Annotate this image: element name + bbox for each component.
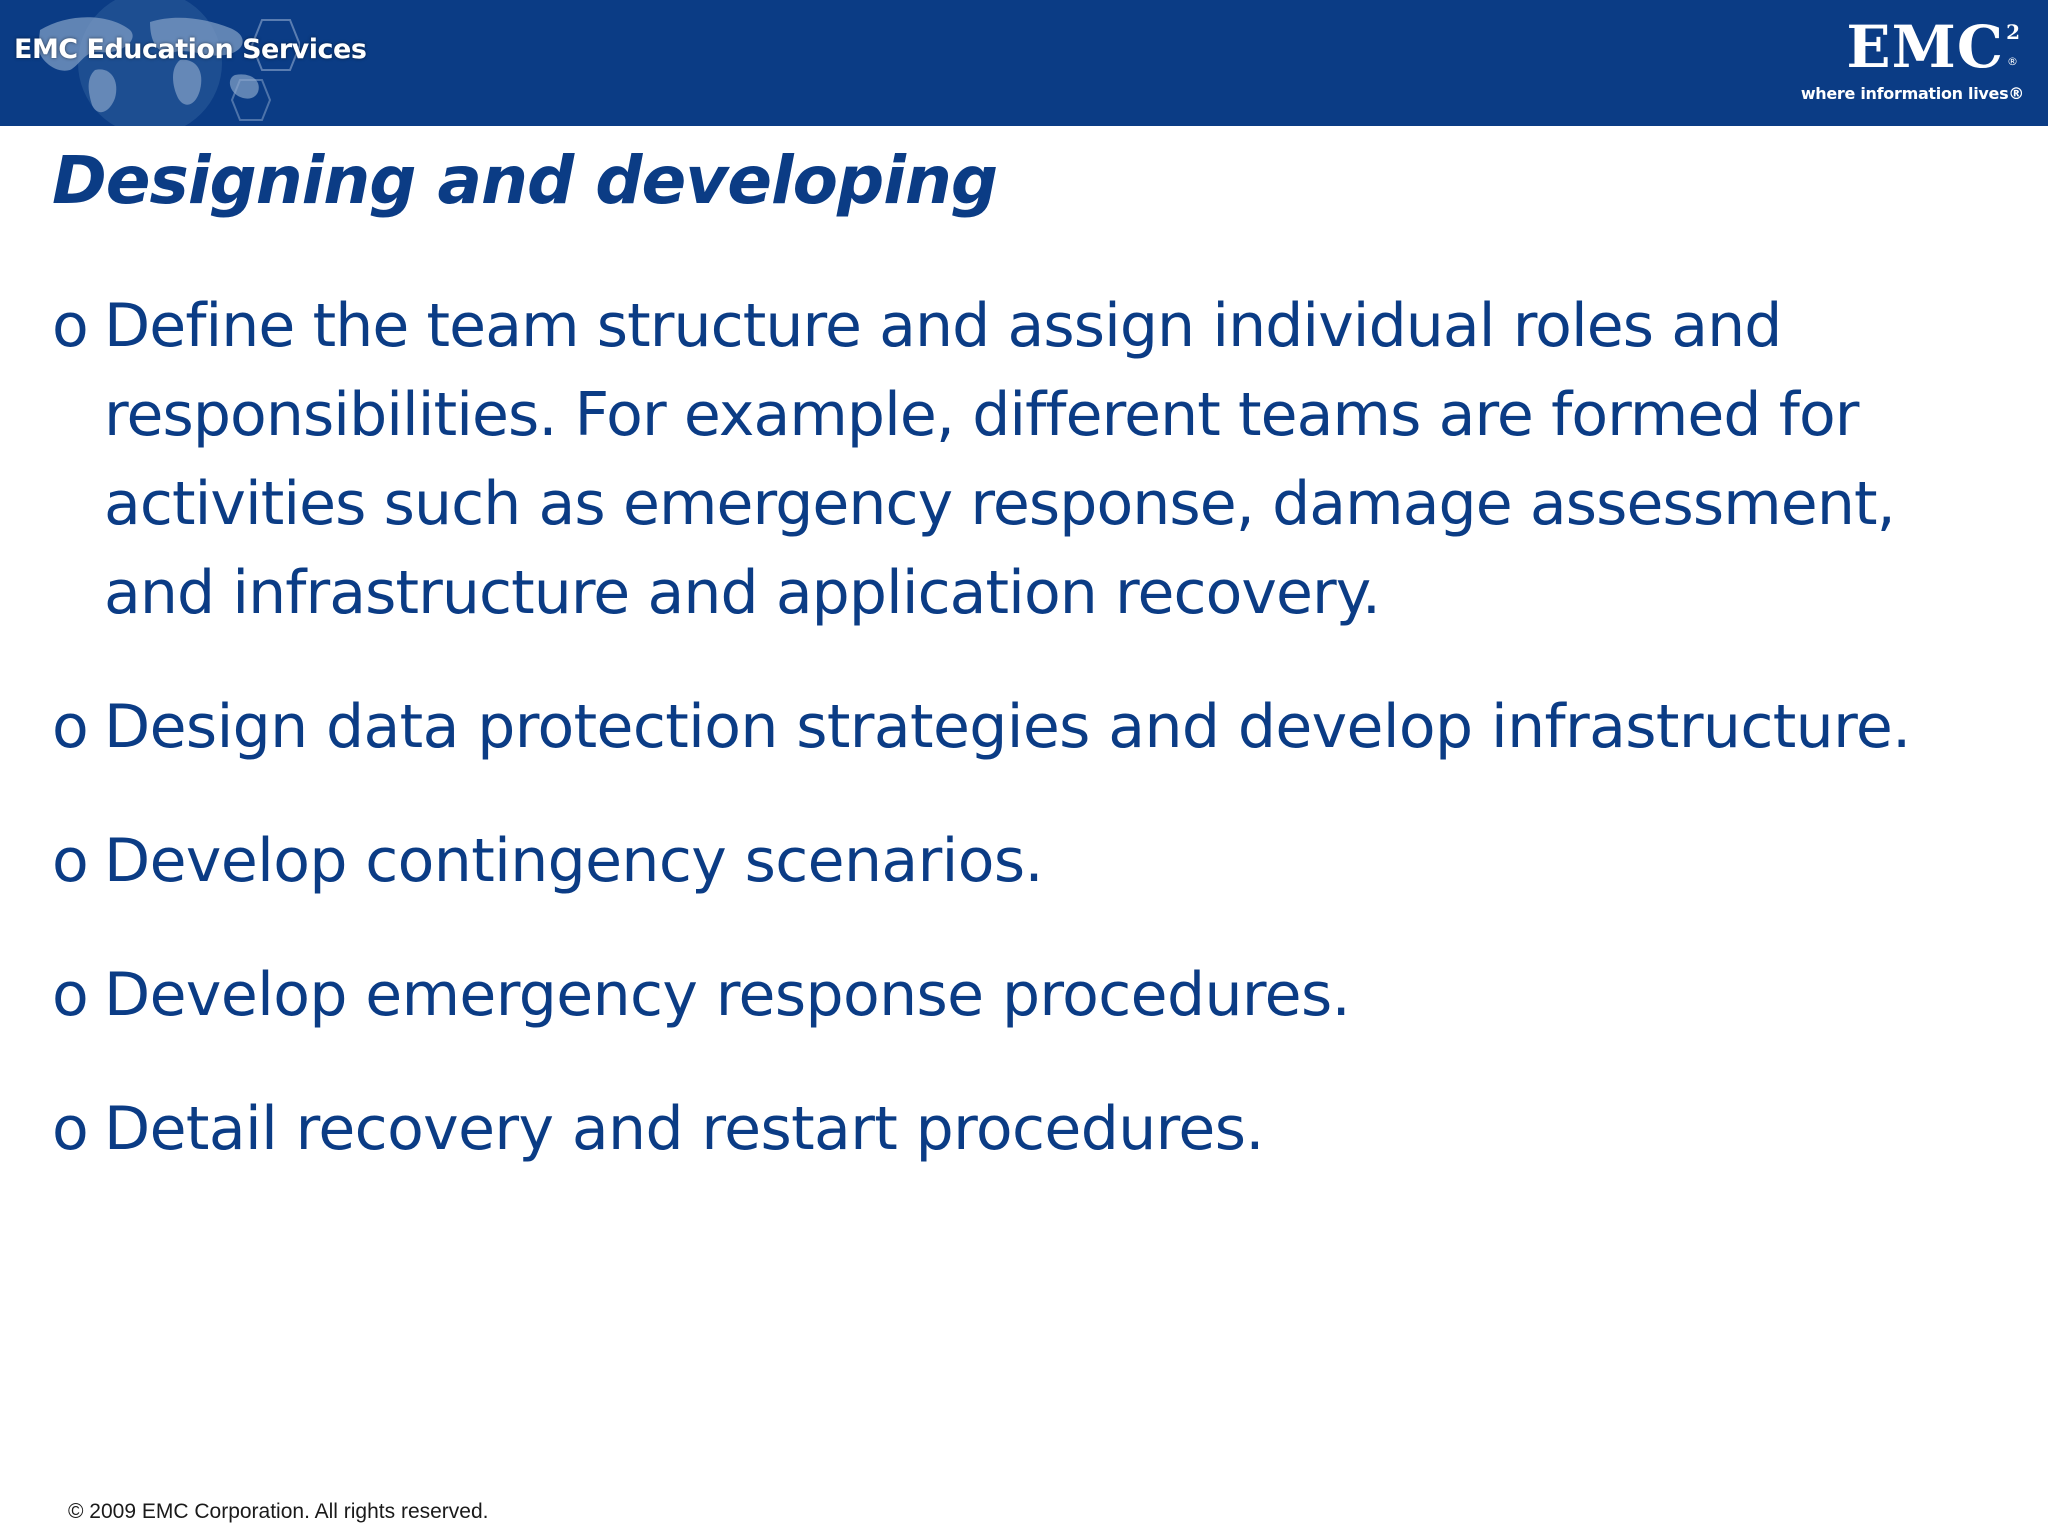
bullet-item bbox=[52, 817, 1992, 906]
bullet-item bbox=[52, 683, 1992, 772]
bullet-text: Develop contingency scenarios. bbox=[104, 826, 1043, 896]
bullet-text: Define the team structure and assign individual roles and responsibilities. For example, different teams are formed for activities such as emergency response, damage assessment, and infrastructure and application recovery. bbox=[104, 291, 1895, 628]
bullet-marker: o bbox=[52, 692, 89, 762]
emc-tagline: where information lives® bbox=[1800, 84, 2024, 103]
header-band bbox=[0, 0, 2048, 126]
emc-education-services-logo-text: EMC Education Services bbox=[14, 34, 367, 65]
bullet-item bbox=[52, 951, 1992, 1040]
emc-wordmark: EMC bbox=[1846, 13, 2004, 81]
copyright-footer: © 2009 EMC Corporation. All rights reserved. bbox=[68, 1500, 489, 1523]
emc-logo bbox=[1794, 14, 2024, 110]
bullet-marker: o bbox=[52, 1094, 89, 1164]
bullet-marker: o bbox=[52, 291, 88, 361]
bullet-marker: o bbox=[52, 960, 89, 1030]
bullet-text: Detail recovery and restart procedures. bbox=[104, 1094, 1264, 1164]
bullet-item bbox=[52, 1085, 1992, 1174]
emc-superscript: 2 bbox=[2006, 20, 2020, 44]
bullet-list bbox=[52, 282, 1992, 1174]
slide-title: Designing and developing bbox=[52, 142, 998, 219]
bullet-text: Design data protection strategies and develop infrastructure. bbox=[104, 692, 1911, 762]
bullet-marker: o bbox=[52, 826, 89, 896]
bullet-item bbox=[52, 282, 1992, 638]
bullet-text: Develop emergency response procedures. bbox=[104, 960, 1351, 1030]
emc-registered-mark: ® bbox=[2007, 55, 2018, 68]
